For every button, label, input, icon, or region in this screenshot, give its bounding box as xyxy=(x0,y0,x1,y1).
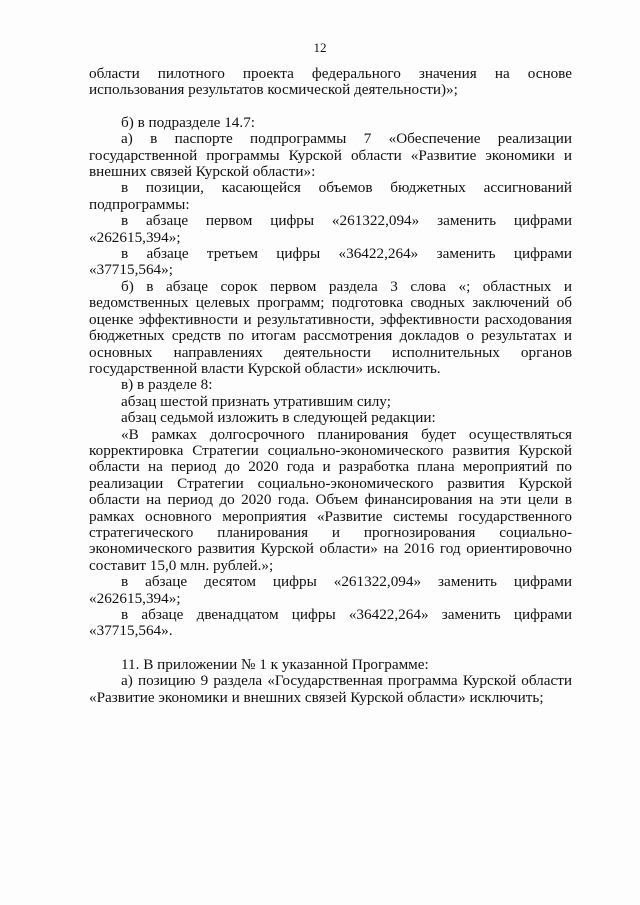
paragraph-gap xyxy=(89,99,572,115)
paragraph-twelfth-abzac: в абзаце двенадцатом цифры «36422,264» заменить цифрами «37715,564». xyxy=(89,606,572,640)
paragraph-continuation: области пилотного проекта федерального значения на основе использования результатов космической деятельности)»; xyxy=(89,65,572,99)
paragraph-first-abzac: в абзаце первом цифры «261322,094» заменить цифрами «262615,394»; xyxy=(89,212,572,246)
paragraph-third-abzac: в абзаце третьем цифры «36422,264» заменить цифрами «37715,564»; xyxy=(89,245,572,279)
paragraph-position-9: а) позицию 9 раздела «Государственная программа Курской области «Развитие экономики и внешних связей Курской области» исключить; xyxy=(89,672,572,706)
paragraph-tenth-abzac: в абзаце десятом цифры «261322,094» заменить цифрами «262615,394»; xyxy=(89,573,572,607)
paragraph-quoted-text: «В рамках долгосрочного планирования будет осуществляться корректировка Стратегии социально-экономического развития Курской области на период до 2020 года и разработка плана мероприятий по реализации Стратегии социально-экономического развития Курской области на период до 2020 года. Объем финансирования на эти цели в рамках основного мероприятия «Развитие системы государственного стратегического планирования и прогнозирования социально-экономического развития Курской области» на 2016 год ориентировочно составит 15,0 млн. рублей.»; xyxy=(89,425,572,574)
paragraph-budget-position: в позиции, касающейся объемов бюджетных ассигнований подпрограммы: xyxy=(89,179,572,213)
paragraph-section-8: в) в разделе 8: xyxy=(121,376,213,394)
paragraph-seventh-abzac: абзац седьмой изложить в следующей редакции: xyxy=(121,409,436,427)
paragraph-subsection-14-7: б) в подразделе 14.7: xyxy=(121,113,256,131)
page-number: 12 xyxy=(313,40,327,55)
paragraph-passport-subprogram-7: а) в паспорте подпрограммы 7 «Обеспечение реализации государственной программы Курской области «Развитие экономики и внешних связей Курской области»: xyxy=(89,130,572,181)
paragraph-sixth-abzac: абзац шестой признать утратившим силу; xyxy=(121,392,391,410)
paragraph-gap xyxy=(89,640,572,657)
paragraph-appendix-1: 11. В приложении № 1 к указанной Программе: xyxy=(121,655,429,673)
paragraph-section-3: б) в абзаце сорок первом раздела 3 слова «; областных и ведомственных целевых программ; подготовка сводных заключений об оценке эффективности и результативности, эффективности расходования бюджетных средств по итогам рассмотрения докладов о результатах и основных направлениях деятельности исполнительных органов государственной власти Курской области» исключить. xyxy=(89,277,572,377)
document-body xyxy=(89,66,572,706)
